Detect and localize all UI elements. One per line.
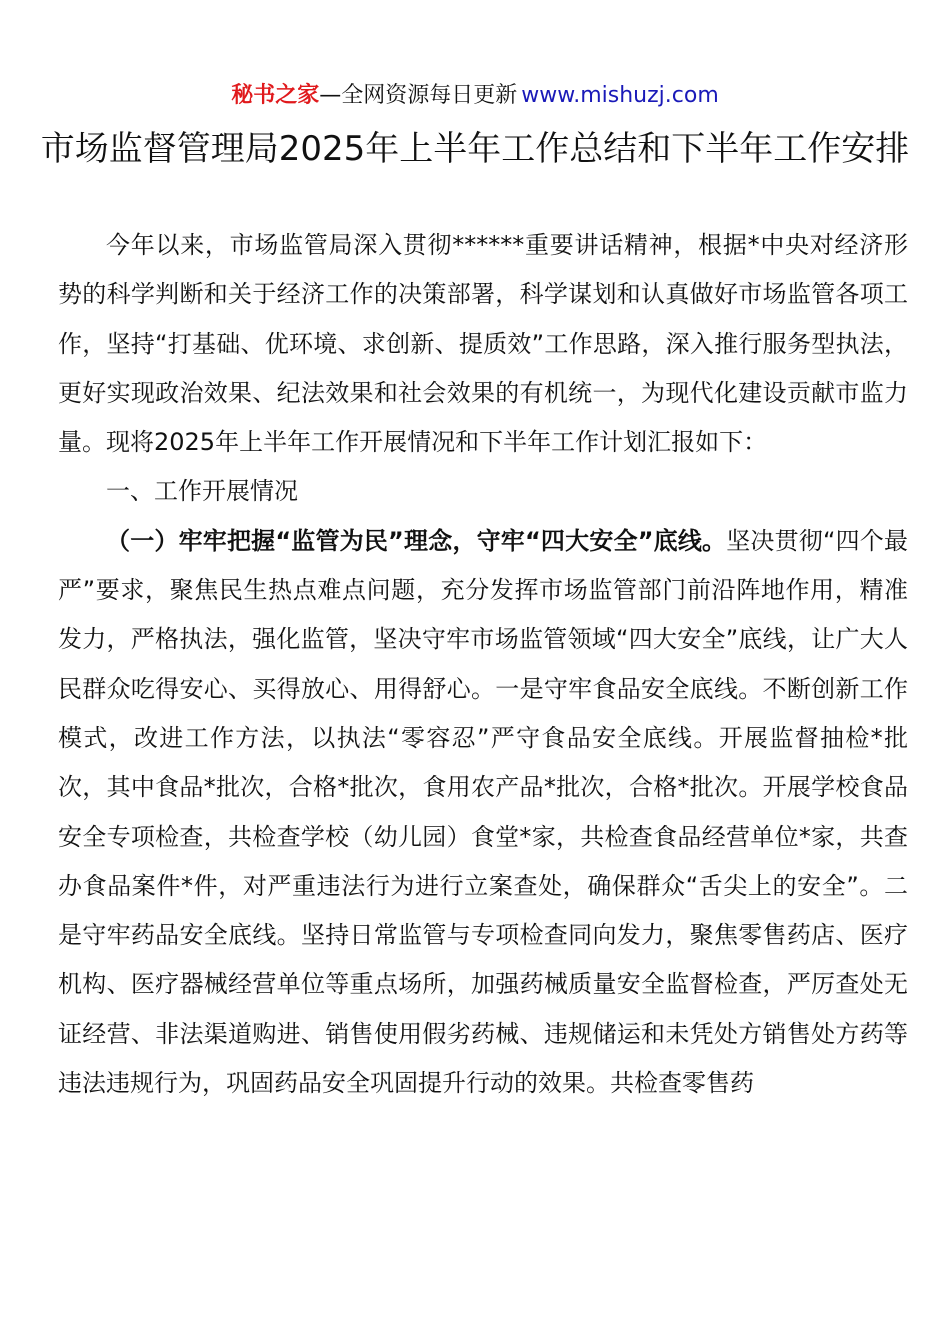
- header-tagline: —全网资源每日更新: [319, 83, 518, 108]
- subsection-paragraph: [58, 517, 908, 1109]
- site-url-link[interactable]: www.mishuzj.com: [521, 83, 719, 108]
- intro-paragraph: 今年以来，市场监管局深入贯彻******重要讲话精神，根据*中央对经济形势的科学判断和关于经济工作的决策部署，科学谋划和认真做好市场监管各项工作，坚持“打基础、优环境、求创新、提质效”工作思路，深入推行服务型执法，更好实现政治效果、纪法效果和社会效果的有机统一，为现代化建设贡献市监力量。现将2025年上半年工作开展情况和下半年工作计划汇报如下：: [58, 231, 908, 457]
- subsection-lead: （一）牢牢把握“监管为民”理念，守牢“四大安全”底线。: [106, 526, 727, 555]
- section-heading: 一、工作开展情况: [106, 477, 298, 506]
- site-header: [0, 80, 950, 112]
- brand-name: 秘书之家: [231, 83, 320, 108]
- document-body: [58, 221, 908, 1108]
- document-title: 市场监督管理局2025年上半年工作总结和下半年工作安排: [40, 129, 910, 169]
- subsection-body: 坚决贯彻“四个最严”要求，聚焦民生热点难点问题，充分发挥市场监管部门前沿阵地作用，精准发力，严格执法，强化监管，坚决守牢市场监管领域“四大安全”底线，让广大人民群众吃得安心、买得放心、用得舒心。一是守牢食品安全底线。不断创新工作模式，改进工作方法，以执法“零容忍”严守食品安全底线。开展监督抽检*批次，其中食品*批次，合格*批次，食用农产品*批次，合格*批次。开展学校食品安全专项检查，共检查学校（幼儿园）食堂*家，共检查食品经营单位*家，共查办食品案件*件，对严重违法行为进行立案查处，确保群众“舌尖上的安全”。二是守牢药品安全底线。坚持日常监管与专项检查同向发力，聚焦零售药店、医疗机构、医疗器械经营单位等重点场所，加强药械质量安全监督检查，严厉查处无证经营、非法渠道购进、销售使用假劣药械、违规储运和未凭处方销售处方药等违法违规行为，巩固药品安全巩固提升行动的效果。共检查零售药: [58, 526, 908, 1098]
